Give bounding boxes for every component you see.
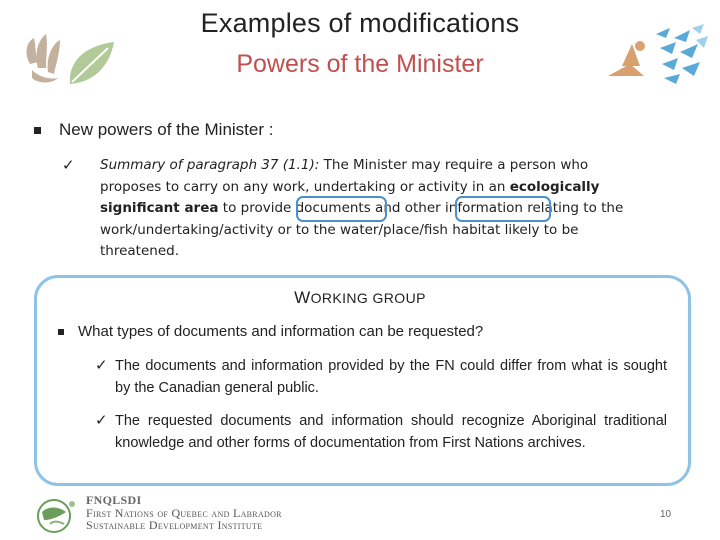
birds-logo	[600, 24, 710, 86]
wg-item: The requested documents and information should recognize Aboriginal traditional knowledge and other forms of documentation from First Nations archives.	[115, 413, 667, 451]
summary-text: to provide	[218, 200, 296, 216]
slide-subtitle: Powers of the Minister	[236, 50, 484, 78]
highlight-information: information	[445, 200, 523, 216]
summary-text: The Minister may require a person who	[319, 157, 589, 173]
check-icon: ✓	[62, 157, 75, 174]
summary-text: work/undertaking/activity or to the water/place/fish habitat likely to be	[100, 221, 579, 238]
footer-line: First Nations of Quebec and Labrador	[86, 505, 282, 520]
hands-leaf-logo	[18, 24, 128, 90]
square-bullet-icon	[34, 127, 41, 134]
documents-circle	[296, 196, 387, 222]
main-bullet	[34, 120, 273, 140]
wg-question	[58, 323, 483, 340]
summary-text: relating to the	[522, 200, 624, 216]
footer-line: Sustainable Development Institute	[86, 518, 263, 532]
information-circle	[455, 196, 551, 222]
summary-text: threatened.	[100, 243, 180, 259]
check-icon: ✓	[95, 357, 108, 374]
fnqlsdi-globe-logo	[32, 494, 82, 534]
summary-intro: Summary of paragraph 37 (1.1):	[100, 157, 320, 173]
wg-item: The documents and information provided by the FN could differ from what is sought by the Canadian general public.	[115, 358, 667, 396]
summary-text: and other	[370, 200, 446, 216]
summary-bold: ecologically	[509, 178, 600, 195]
summary-bold: significant area	[100, 200, 219, 216]
wg-question-text: What types of documents and information can be requested?	[78, 323, 484, 340]
wg-title-initial: W	[294, 288, 311, 307]
main-bullet-text: New powers of the Minister :	[59, 120, 274, 139]
slide-title: Examples of modifications	[200, 8, 520, 38]
wg-title-rest: ORKING GROUP	[310, 290, 426, 306]
working-group-title	[0, 288, 720, 308]
page-number: 10	[660, 509, 672, 520]
footer-institute	[86, 494, 282, 532]
highlight-documents: documents	[295, 200, 371, 216]
summary-text: proposes to carry on any work, undertaking or activity in an	[100, 178, 510, 195]
square-bullet-icon	[58, 329, 64, 335]
footer-acronym: FNQLSDI	[86, 493, 142, 507]
check-icon: ✓	[95, 412, 108, 429]
